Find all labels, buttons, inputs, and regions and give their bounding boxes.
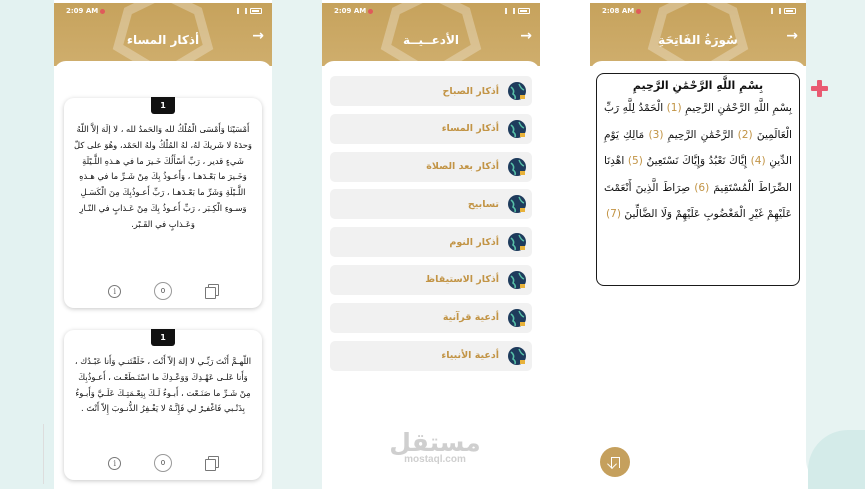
globe-icon [507,119,527,139]
list-item[interactable] [330,265,532,295]
counter-button[interactable]: 0 [154,282,172,300]
info-icon[interactable]: i [108,457,121,470]
dhikr-text: اللّهـمَّ أَنْتَ رَبِّـي لا إلهَ إلاّ أَنْتَ ، خَلَقْتَنـي وَأَنا عَبْـدُك ، وَأَنا عَلـى عَهْـدِكَ وَوَعْـدِكَ ما اسْتَـطَعْـت ، أَعـوذُبِكَ مِنْ شَـرِّ ما صَنَـعْت ، أَبـوءُ لَـكَ بِنِعْـمَتِـكَ عَلَـيَّ وَأَبـوءُ بِذَنْـبي فَاغْفـِرْ لي فَإِنَّـهُ لا يَغْـفِرُ الذُّنـوبَ إِلاّ أَنْتَ . [74,356,252,414]
verse-number: (2) [737,128,753,141]
globe-icon [507,194,527,214]
copy-icon[interactable] [205,284,218,298]
phone-surah-fatiha [590,3,806,487]
dhikr-card [64,98,262,308]
verse-text: اهْدِنَا الصِّرَاطَ الْمُسْتَقِيمَ [604,155,792,194]
list-item[interactable] [330,227,532,257]
app-header [322,3,540,66]
phone-evening-adhkar [54,3,272,487]
card-number-badge: 1 [151,329,175,346]
wifi-icon [771,8,781,14]
status-time: 2:09 AM [334,7,367,15]
notification-dot-icon [368,9,373,14]
list-item[interactable] [330,341,532,371]
globe-icon [507,157,527,177]
back-arrow-icon[interactable]: → [252,28,264,44]
verse-text: بِسْمِ اللَّهِ الرَّحْمَٰنِ الرَّحِيمِ [685,102,792,114]
status-bar [602,7,796,15]
wifi-icon [505,8,515,14]
duas-list [330,76,532,378]
phone-duas-list [322,3,540,487]
list-item-label: أدعية قرآنية [442,312,499,324]
back-arrow-icon[interactable]: → [520,28,532,44]
verse-number: (1) [666,102,682,114]
verse-text: الْحَمْدُ لِلَّهِ رَبِّ الْعَالَمِينَ [604,102,792,141]
card-actions [64,282,262,300]
background-right [806,0,865,489]
watermark-arabic: مستقل [389,428,481,457]
notification-dot-icon [636,9,641,14]
wifi-icon [237,8,247,14]
status-time: 2:09 AM [66,7,99,15]
verse-text: الرَّحْمَٰنِ الرَّحِيمِ [667,128,734,141]
divider-line [43,424,44,484]
info-icon[interactable]: i [108,285,121,298]
verse-text: مَالِكِ يَوْمِ الدِّينِ [604,128,792,167]
card-number-badge: 1 [151,97,175,114]
list-item-label: تسابيح [467,198,499,210]
globe-icon [507,308,527,328]
status-bar [334,7,530,15]
back-arrow-icon[interactable]: → [786,28,798,44]
app-header [54,3,272,66]
list-item[interactable] [330,189,532,219]
list-item[interactable] [330,303,532,333]
watermark [380,428,490,465]
list-item-label: أذكار المساء [441,123,499,135]
list-item-label: أذكار بعد الصلاة [426,161,499,173]
watermark-latin: mostaql.com [404,454,466,465]
counter-button[interactable]: 0 [154,454,172,472]
dhikr-text: أَمْسَيْنَا وَأَمْسَى الْمُلْكُ لله وَالحَمدُ لله ، لا إلَهَ إلاَّ اللّهُ وَحدَهُ لا شَريكَ لهُ، لهُ المُلْكُ ولهُ الحَمْد، وهُوَ على كلّ شَيءٍ قدير ، رَبِّ أسْأَلُكَ خَـيرَ ما في هـذهِ اللَّـيْلَةِ وَخَـيرَ ما بَعْـدَهـا ، وَأَعـوذُ بِكَ مِنْ شَـرِّ ما في هـذهِ اللَّـيْلَةِ وَشَرِّ ما بَعْـدَهـا ، رَبِّ أَعـوذُبِكَ مِنَ الْكَسَـلِ وَسـوءِ الْكِـبَر ، رَبِّ أَعـوذُ بِكَ مِنْ عَـذابٍ في النّـارِ وَعَـذابٍ في القَـبْر. [74,124,252,229]
verse-number: (3) [648,128,664,141]
list-item-label: أدعية الأنبياء [441,350,499,362]
battery-icon [518,8,530,14]
list-item-label: أذكار النوم [449,236,499,248]
verse-text: إِيَّاكَ نَعْبُدُ وَإِيَّاكَ نَسْتَعِينُ [646,155,747,167]
globe-icon [507,81,527,101]
background-left [0,0,54,489]
dhikr-card [64,330,262,480]
verse-text: صِرَاطَ الَّذِينَ أَنْعَمْتَ عَلَيْهِمْ غَيْرِ الْمَغْضُوبِ عَلَيْهِمْ وَلَا الضَّالِّينَ [604,181,792,220]
surah-verses [604,95,792,228]
verse-number: (6) [694,181,710,194]
list-item-label: أذكار الصباح [442,85,499,97]
card-actions [64,454,262,472]
page-title: سُورَةُ الفَاتِحَةِ [658,33,738,47]
list-item[interactable] [330,76,532,106]
list-item[interactable] [330,114,532,144]
copy-icon[interactable] [205,456,218,470]
bookmark-icon [611,457,620,468]
verse-number: (4) [750,155,766,167]
background-middle [272,0,322,489]
verse-number: (5) [627,155,643,167]
status-time: 2:08 AM [602,7,635,15]
globe-icon [507,270,527,290]
verse-number: (7) [605,208,622,220]
plus-icon [811,80,828,97]
battery-icon [784,8,796,14]
surah-text-box [596,73,800,286]
page-title: أذكار المساء [126,33,200,47]
app-header [590,3,806,66]
globe-icon [507,232,527,252]
basmala-heading: بِسْمِ اللَّهِ الرَّحْمَٰنِ الرَّحِيمِ [632,79,764,92]
bookmark-button[interactable] [600,447,630,477]
status-bar [66,7,262,15]
battery-icon [250,8,262,14]
globe-icon [507,346,527,366]
list-item-label: أذكار الاستيقاظ [425,274,499,286]
page-title: الأدعــيــة [403,33,459,47]
list-item[interactable] [330,152,532,182]
notification-dot-icon [100,9,105,14]
